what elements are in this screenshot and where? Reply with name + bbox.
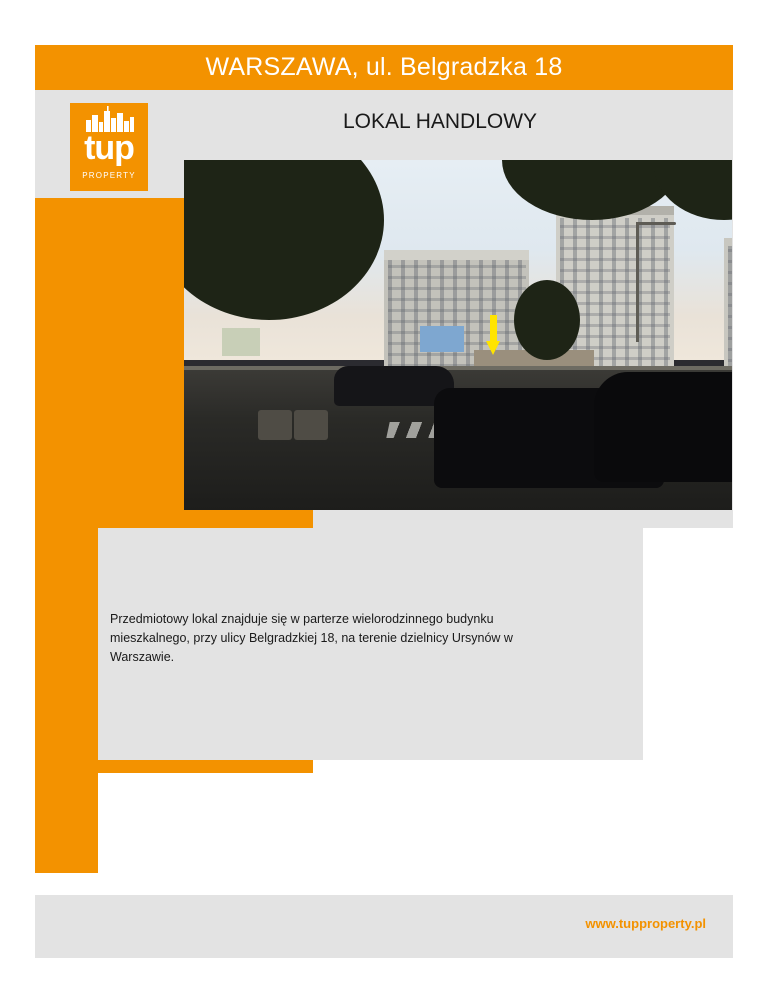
yellow-down-arrow-icon [486, 315, 500, 357]
left-orange-column [35, 198, 98, 873]
page-title: WARSZAWA, ul. Belgradzka 18 [205, 53, 563, 81]
logo-tagline: PROPERTY [82, 171, 136, 180]
footer-website-link[interactable]: www.tupproperty.pl [585, 916, 706, 931]
description-text: Przedmiotowy lokal znajduje się w parterze wielorodzinnego budynku mieszkalnego, przy ulicy Belgradzkiej 18, na terenie dzielnicy Ursynów w Warszawie. [110, 612, 513, 664]
property-photo [184, 160, 732, 510]
header-bar [35, 45, 733, 90]
photo-windows-right [728, 246, 732, 384]
logo-wordmark: tup [84, 129, 134, 167]
photo-lamp-arm [636, 222, 676, 225]
photo-billboard-center [420, 326, 464, 352]
logo[interactable] [70, 103, 148, 191]
photo-bin-1 [258, 410, 292, 440]
page-subtitle: LOKAL HANDLOWY [342, 110, 538, 133]
photo-billboard-left [222, 328, 260, 356]
photo-lamp-post [636, 222, 639, 342]
photo-bin-2 [294, 410, 328, 440]
photo-building-left-top [384, 250, 529, 260]
photo-car-van-large [594, 372, 732, 482]
photo-tree-mid [514, 280, 580, 360]
